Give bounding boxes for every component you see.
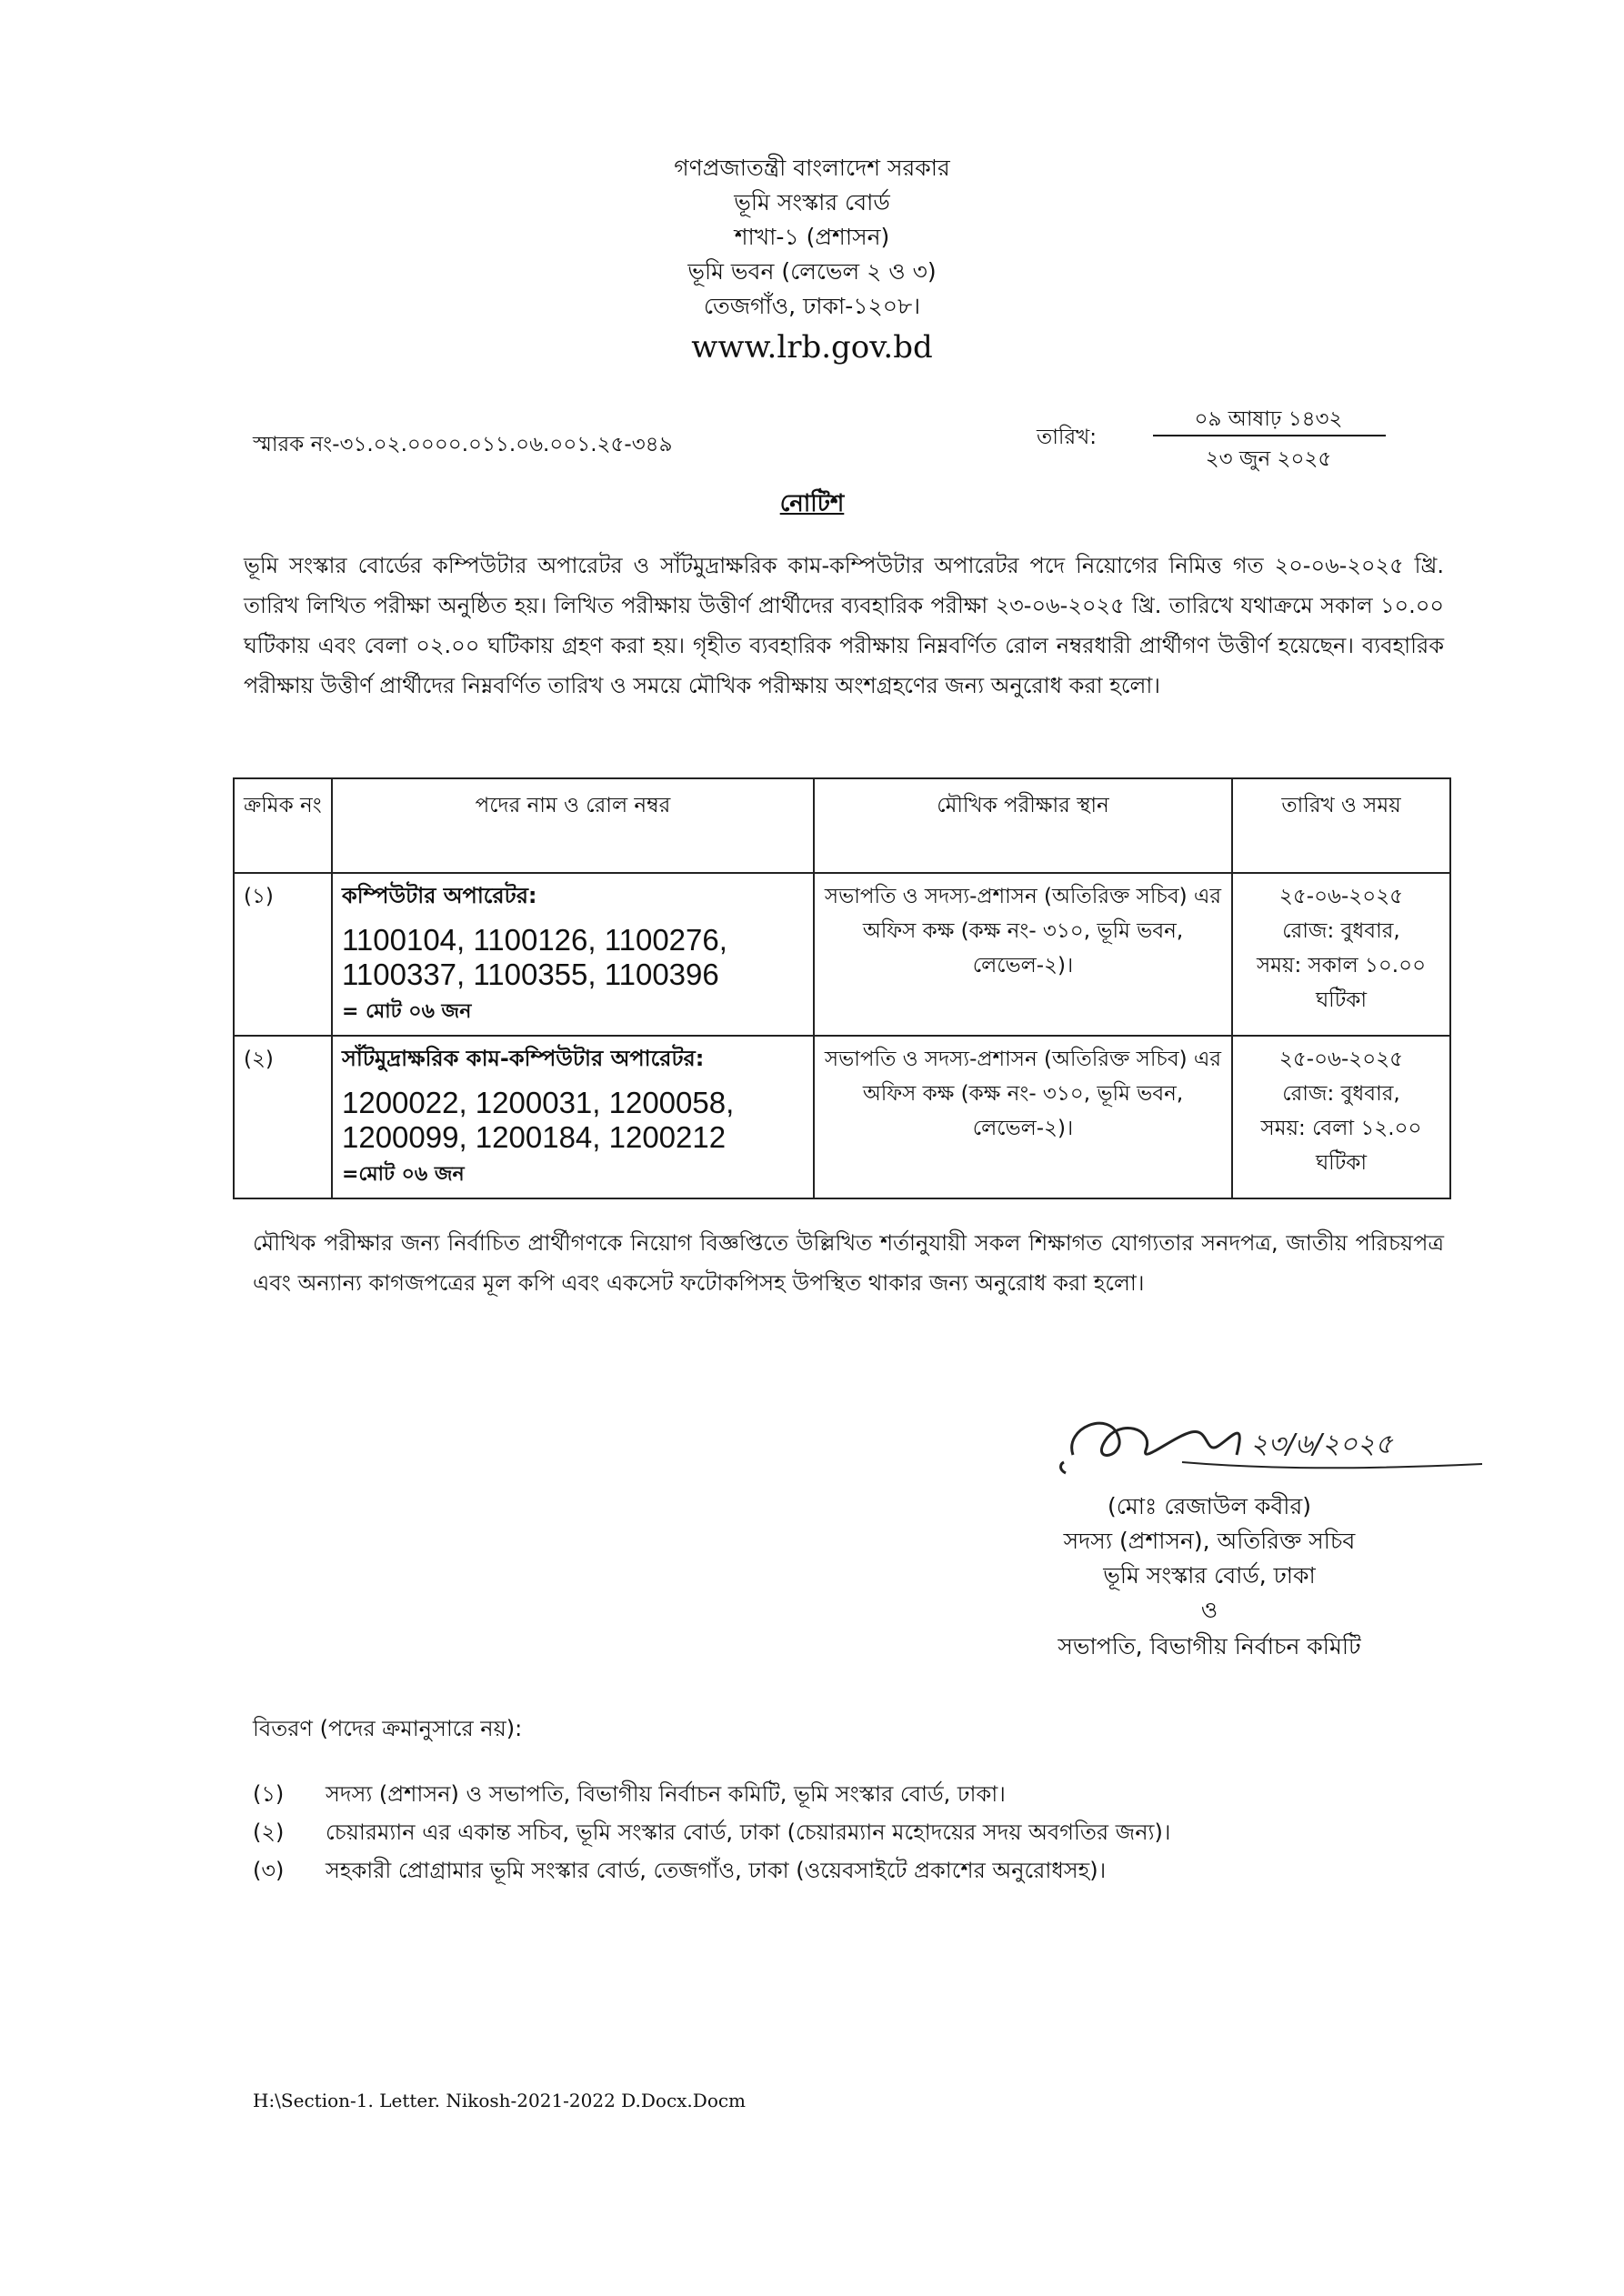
- notice-title: নোটিশ: [779, 490, 845, 517]
- instruction-text: মৌখিক পরীক্ষার জন্য নির্বাচিত প্রার্থীগণকে নিয়োগ বিজ্ঞপ্তিতে উল্লিখিত শর্তানুযায়ী সকল শিক্ষাগত যোগ্যতার সনদপত্র, জাতীয় পরিচয়পত্র এবং অন্যান্য কাগজপত্রের মূল কপি এবং একসেট ফটোকপিসহ উপস্থিত থাকার জন্য অনুরোধ করা হলো।: [253, 1230, 1444, 1296]
- row-post-cell: [332, 873, 814, 1036]
- roll-numbers-line2: 1200099, 1200184, 1200212: [342, 1120, 727, 1154]
- venue: সভাপতি ও সদস্য-প্রশাসন (অতিরিক্ত সচিব) এর অফিস কক্ষ (কক্ষ নং- ৩১০, ভূমি ভবন, লেভেল-২)।: [814, 1036, 1232, 1198]
- signatory-office: ভূমি সংস্কার বোর্ড, ঢাকা: [1103, 1562, 1316, 1589]
- address: তেজগাঁও, ঢাকা-১২০৮।: [703, 293, 921, 319]
- date-english: ২৩ জুন ২০২৫: [1205, 447, 1332, 471]
- total-candidates: =মোট ০৬ জন: [342, 1163, 465, 1186]
- memo-ref: স্মারক নং-৩১.০২.০০০০.০১১.০৬.০০১.২৫-৩৪৯: [253, 433, 673, 456]
- date-bangla: ০৯ আষাঢ় ১৪৩২: [1194, 407, 1343, 431]
- distribution-number: (১): [253, 1781, 285, 1807]
- signatory-designation: সদস্য (প্রশাসন), অতিরিক্ত সচিব: [1063, 1528, 1356, 1554]
- post-name: কম্পিউটার অপারেটর:: [342, 883, 537, 908]
- header-post: পদের নাম ও রোল নম্বর: [332, 778, 814, 873]
- row-serial: (২): [234, 1036, 332, 1198]
- header-serial: ক্রমিক নং: [234, 778, 332, 873]
- distribution-number: (৩): [253, 1858, 285, 1883]
- signatory-and: ও: [1200, 1597, 1218, 1623]
- section-name: শাখা-১ (প্রশাসন): [734, 224, 890, 250]
- distribution-text: সহকারী প্রোগ্রামার ভূমি সংস্কার বোর্ড, তেজগাঁও, ঢাকা (ওয়েবসাইটে প্রকাশের অনুরোধসহ)।: [326, 1858, 1107, 1883]
- roll-numbers-line1: 1100104, 1100126, 1100276,: [342, 923, 727, 957]
- interview-day: রোজ: বুধবার,: [1282, 1082, 1400, 1106]
- list-item: [253, 1851, 1106, 1890]
- signatory-name: (মোঃ রেজাউল কবীর): [1108, 1493, 1311, 1519]
- roll-numbers-line1: 1200022, 1200031, 1200058,: [342, 1086, 735, 1119]
- interview-time: সময়: সকাল ১০.০০ ঘটিকা: [1256, 954, 1427, 1012]
- signature: [1055, 1400, 1491, 1482]
- file-path-footer: H:\Section-1. Letter. Nikosh-2021-2022 D.Docx.Docm: [253, 2090, 747, 2111]
- table-header-row: [234, 778, 1450, 873]
- distribution-text: সদস্য (প্রশাসন) ও সভাপতি, বিভাগীয় নির্বাচন কমিটি, ভূমি সংস্কার বোর্ড, ঢাকা।: [326, 1781, 1006, 1807]
- distribution-title: বিতরণ (পদের ক্রমানুসারে নয়):: [253, 1716, 523, 1741]
- date-label: তারিখ:: [1037, 426, 1098, 449]
- date-divider: [1153, 435, 1386, 436]
- govt-name: গণপ্রজাতন্ত্রী বাংলাদেশ সরকার: [674, 155, 950, 181]
- interview-time: সময়: বেলা ১২.০০ ঘটিকা: [1260, 1117, 1422, 1175]
- building-name: ভূমি ভবন (লেভেল ২ ও ৩): [687, 258, 937, 285]
- row-serial: (১): [234, 873, 332, 1036]
- list-item: [253, 1813, 1170, 1851]
- total-candidates: = মোট ০৬ জন: [342, 1000, 472, 1023]
- table-row: [234, 1036, 1450, 1198]
- signature-date: ২৩/৬/২০২৫: [1250, 1429, 1393, 1460]
- interview-schedule-table: [233, 777, 1451, 1199]
- datetime-cell: [1232, 873, 1450, 1036]
- notice-body: ভূমি সংস্কার বোর্ডের কম্পিউটার অপারেটর ও সাঁটমুদ্রাক্ষরিক কাম-কম্পিউটার অপারেটর পদে নিয়োগের নিমিত্ত গত ২০-০৬-২০২৫ খ্রি. তারিখ লিখিত পরীক্ষা অনুষ্ঠিত হয়। লিখিত পরীক্ষায় উত্তীর্ণ প্রার্থীদের ব্যবহারিক পরীক্ষা ২৩-০৬-২০২৫ খ্রি. তারিখে যথাক্রমে সকাল ১০.০০ ঘটিকায় এবং বেলা ০২.০০ ঘটিকায় গ্রহণ করা হয়। গৃহীত ব্যবহারিক পরীক্ষায় নিম্নবর্ণিত রোল নম্বরধারী প্রার্থীগণ উত্তীর্ণ হয়েছেন। ব্যবহারিক পরীক্ষায় উত্তীর্ণ প্রার্থীদের নিম্নবর্ণিত তারিখ ও সময়ে মৌখিক পরীক্ষায় অংশগ্রহণের জন্য অনুরোধ করা হলো।: [244, 553, 1444, 698]
- interview-date: ২৫-০৬-২০২৫: [1278, 885, 1404, 908]
- list-item: [253, 1775, 1006, 1813]
- roll-numbers-line2: 1100337, 1100355, 1100396: [342, 958, 719, 991]
- distribution-text: চেয়ারম্যান এর একান্ত সচিব, ভূমি সংস্কার বোর্ড, ঢাকা (চেয়ারম্যান মহোদয়ের সদয় অবগতির জন্য)।: [326, 1820, 1171, 1845]
- website: www.lrb.gov.bd: [691, 329, 933, 366]
- row-post-cell: [332, 1036, 814, 1198]
- distribution-number: (২): [253, 1820, 285, 1845]
- header-datetime: তারিখ ও সময়: [1232, 778, 1450, 873]
- signatory-committee: সভাপতি, বিভাগীয় নির্বাচন কমিটি: [1058, 1633, 1361, 1659]
- interview-day: রোজ: বুধবার,: [1282, 919, 1400, 943]
- venue: সভাপতি ও সদস্য-প্রশাসন (অতিরিক্ত সচিব) এর অফিস কক্ষ (কক্ষ নং- ৩১০, ভূমি ভবন, লেভেল-২)।: [814, 873, 1232, 1036]
- interview-date: ২৫-০৬-২০২৫: [1278, 1048, 1404, 1071]
- post-name: সাঁটমুদ্রাক্ষরিক কাম-কম্পিউটার অপারেটর:: [342, 1046, 705, 1071]
- board-name: ভূমি সংস্কার বোর্ড: [734, 189, 890, 216]
- datetime-cell: [1232, 1036, 1450, 1198]
- table-row: [234, 873, 1450, 1036]
- header-venue: মৌখিক পরীক্ষার স্থান: [814, 778, 1232, 873]
